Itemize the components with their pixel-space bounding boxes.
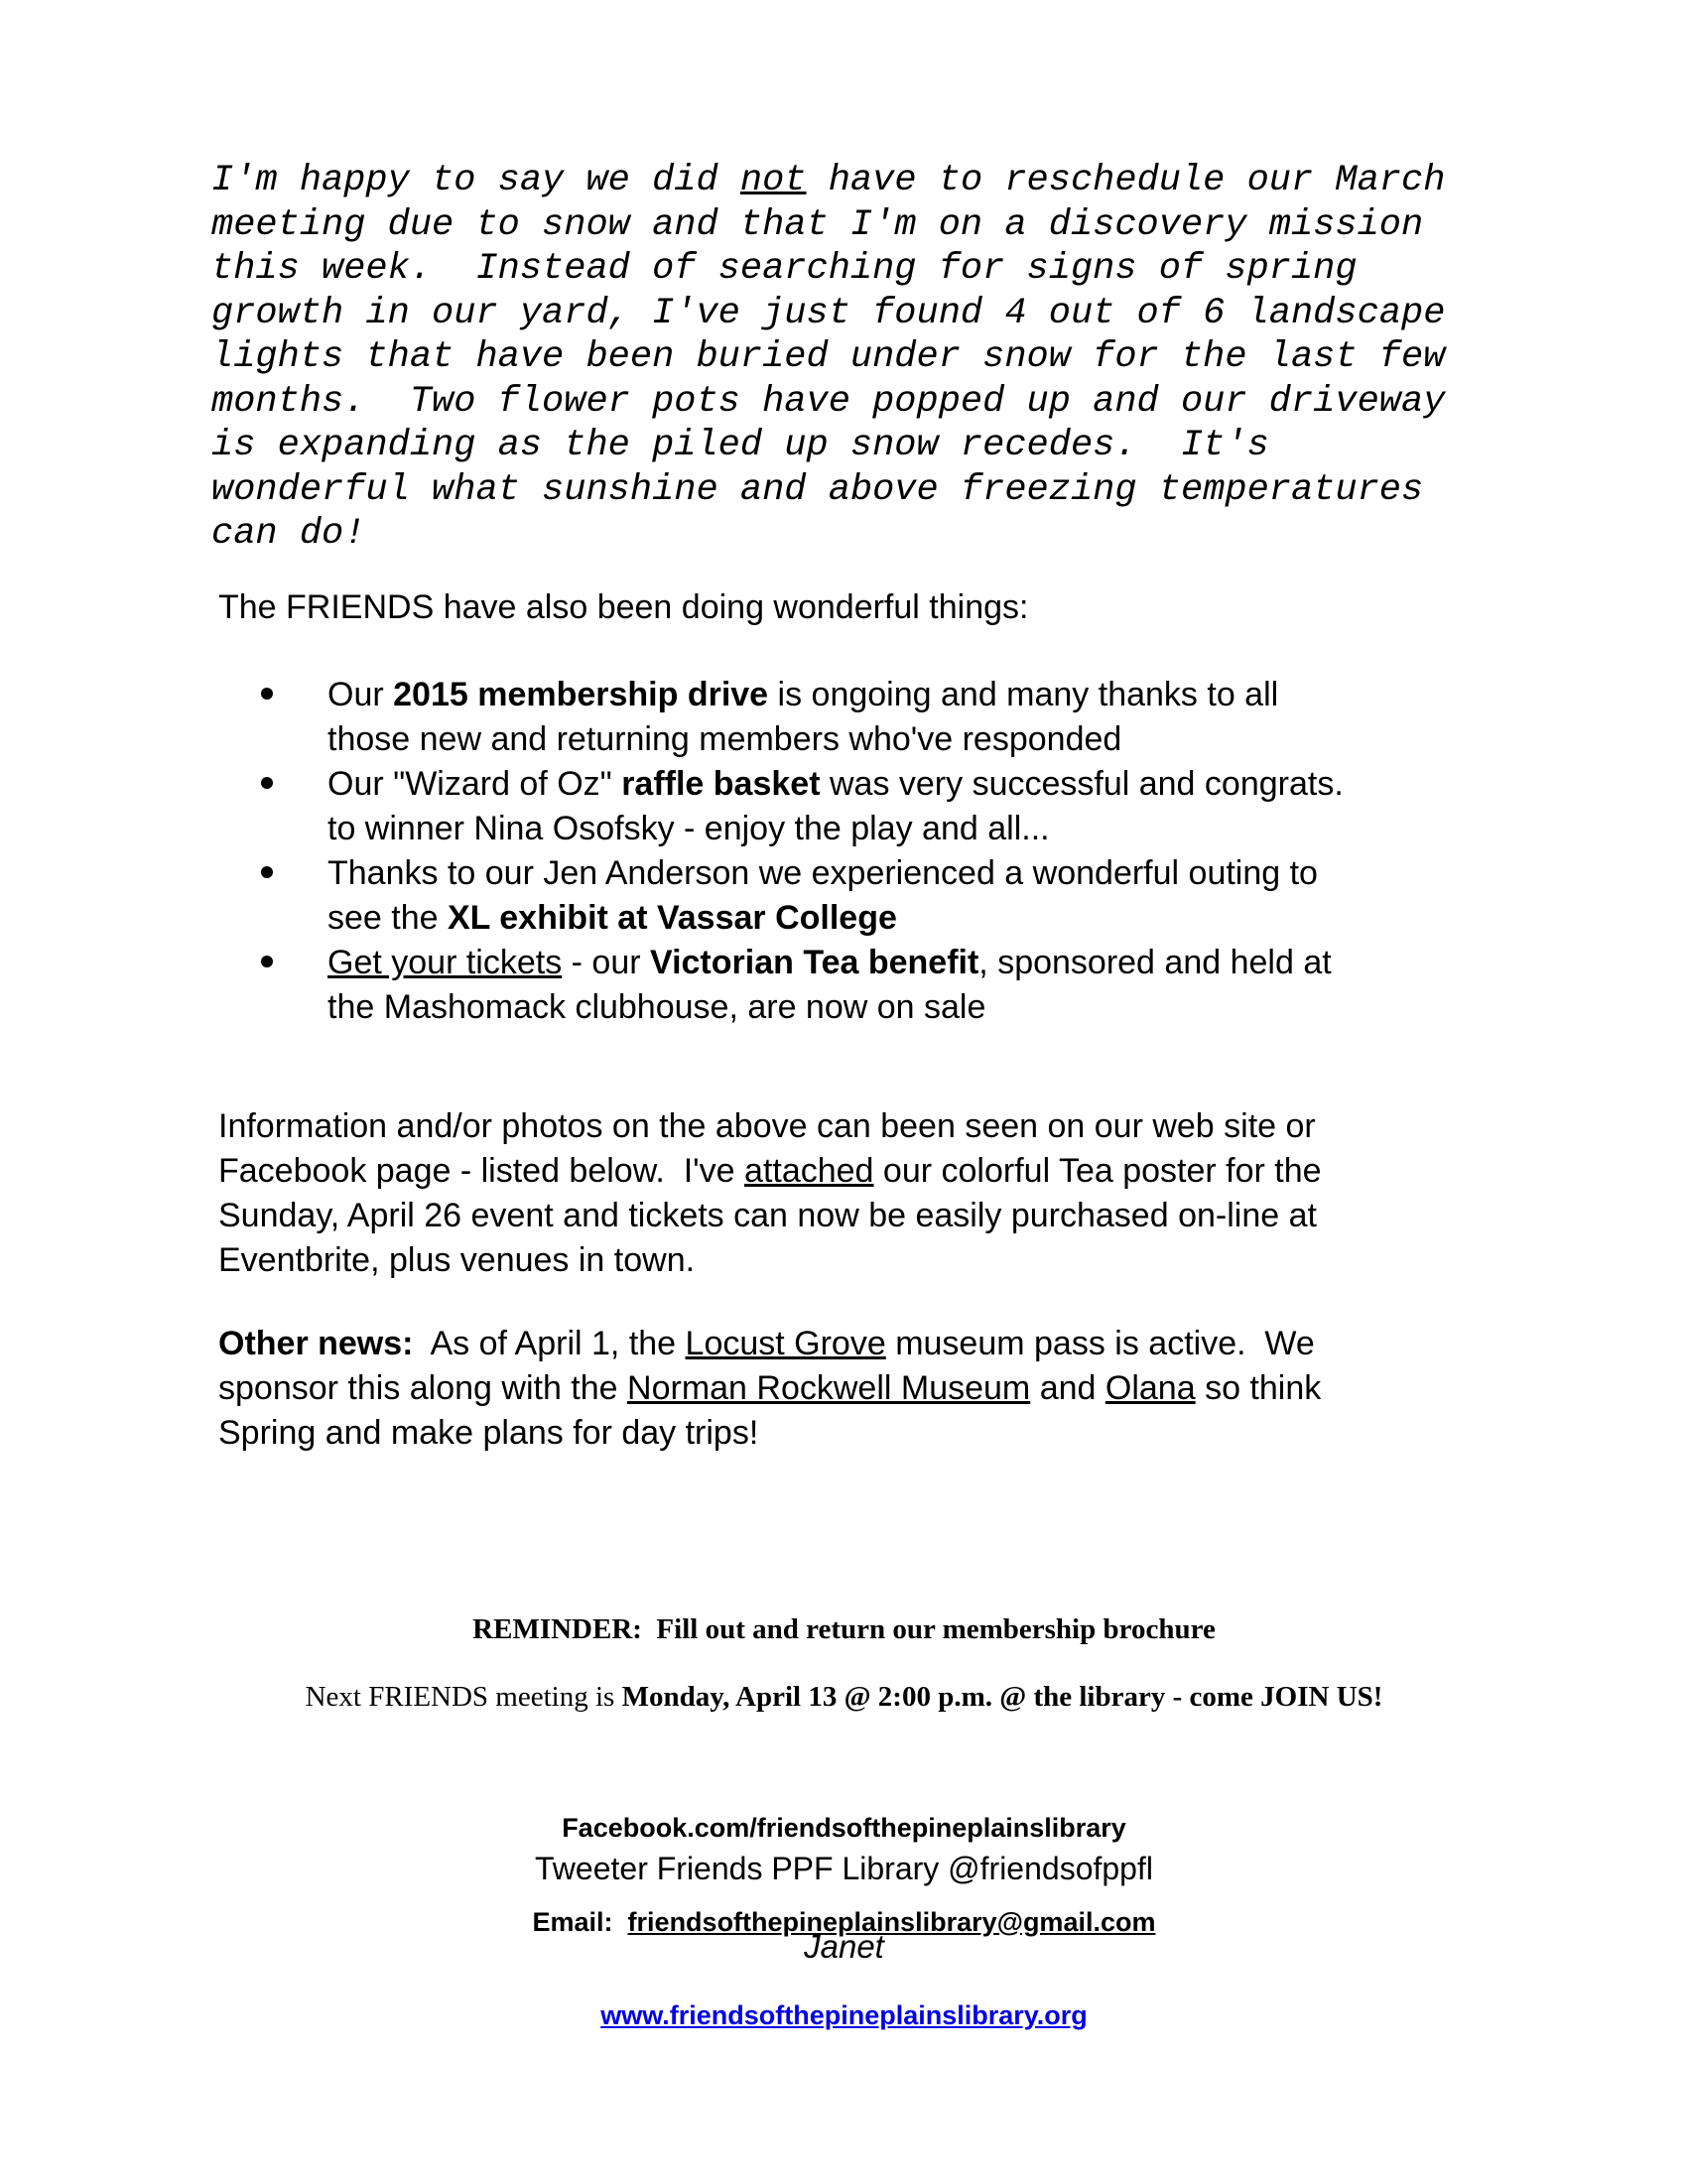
email-link[interactable]: friendsofthepineplainslibrary@gmail.com <box>627 1906 1156 1937</box>
bullet-icon <box>261 688 273 700</box>
next-meeting-line: Next FRIENDS meeting is Monday, April 13 @ 2:00 p.m. @ the library - come JOIN US! <box>305 1681 1383 1713</box>
info-paragraph: Information and/or photos on the above can been seen on our web site or Facebook page - listed below. I've attached our colorful Tea poster for the Sunday, April 26 event and tickets can now be easily purchased on-line at Eventbrite, plus venues in town. <box>218 1107 1322 1279</box>
other-news-paragraph: Other news: As of April 1, the Locust Grove museum pass is active. We sponsor this along with the Norman Rockwell Museum and Olana so think Spring and make plans for day trips! <box>218 1325 1322 1452</box>
bullet-icon <box>261 777 273 789</box>
list-item <box>256 673 1625 762</box>
twitter-line: Tweeter Friends PPF Library @friendsofppfl <box>535 1851 1153 1886</box>
bullet-icon <box>261 956 273 967</box>
website-link[interactable]: www.friendsofthepineplainslibrary.org <box>600 2000 1088 2030</box>
list-item <box>256 762 1625 851</box>
list-item-text: Our 2015 membership drive is ongoing and many thanks to all those new and returning members who've responded <box>327 676 1279 758</box>
email-label: Email: <box>532 1906 628 1937</box>
signature: Janet <box>804 1928 884 1965</box>
list-item-text: Thanks to our Jen Anderson we experienced a wonderful outing to see the XL exhibit at Vassar College <box>327 854 1318 937</box>
list-item-text: Our "Wizard of Oz" raffle basket was very successful and congrats. to winner Nina Osofsky - enjoy the play and all... <box>327 765 1344 847</box>
reminder-line: REMINDER: Fill out and return our membership brochure <box>472 1613 1216 1645</box>
bullet-icon <box>261 866 273 878</box>
list-item <box>256 851 1625 941</box>
contact-block <box>0 1750 1688 2095</box>
get-tickets-link[interactable]: Get your tickets <box>327 944 563 981</box>
friends-heading: The FRIENDS have also been doing wonderful things: <box>218 588 1029 626</box>
list-item <box>256 941 1625 1030</box>
facebook-line: Facebook.com/friendsofthepineplainslibrary <box>562 1813 1126 1843</box>
list-item-text: Get your tickets - our Victorian Tea benefit, sponsored and held at the Mashomack clubhouse, are now on sale <box>327 944 1332 1026</box>
intro-paragraph: I'm happy to say we did not have to reschedule our March meeting due to snow and that I'm on a discovery mission this week. Instead of searching for signs of spring growth in our yard, I've just found 4 out of 6 landscape lights that have been buried under snow for the last few months. Two flower pots have popped up and our driveway is expanding as the piled up snow recedes. It's wonderful what sunshine and above freezing temperatures can do! <box>211 160 1446 555</box>
friends-updates-list <box>256 673 1625 1030</box>
